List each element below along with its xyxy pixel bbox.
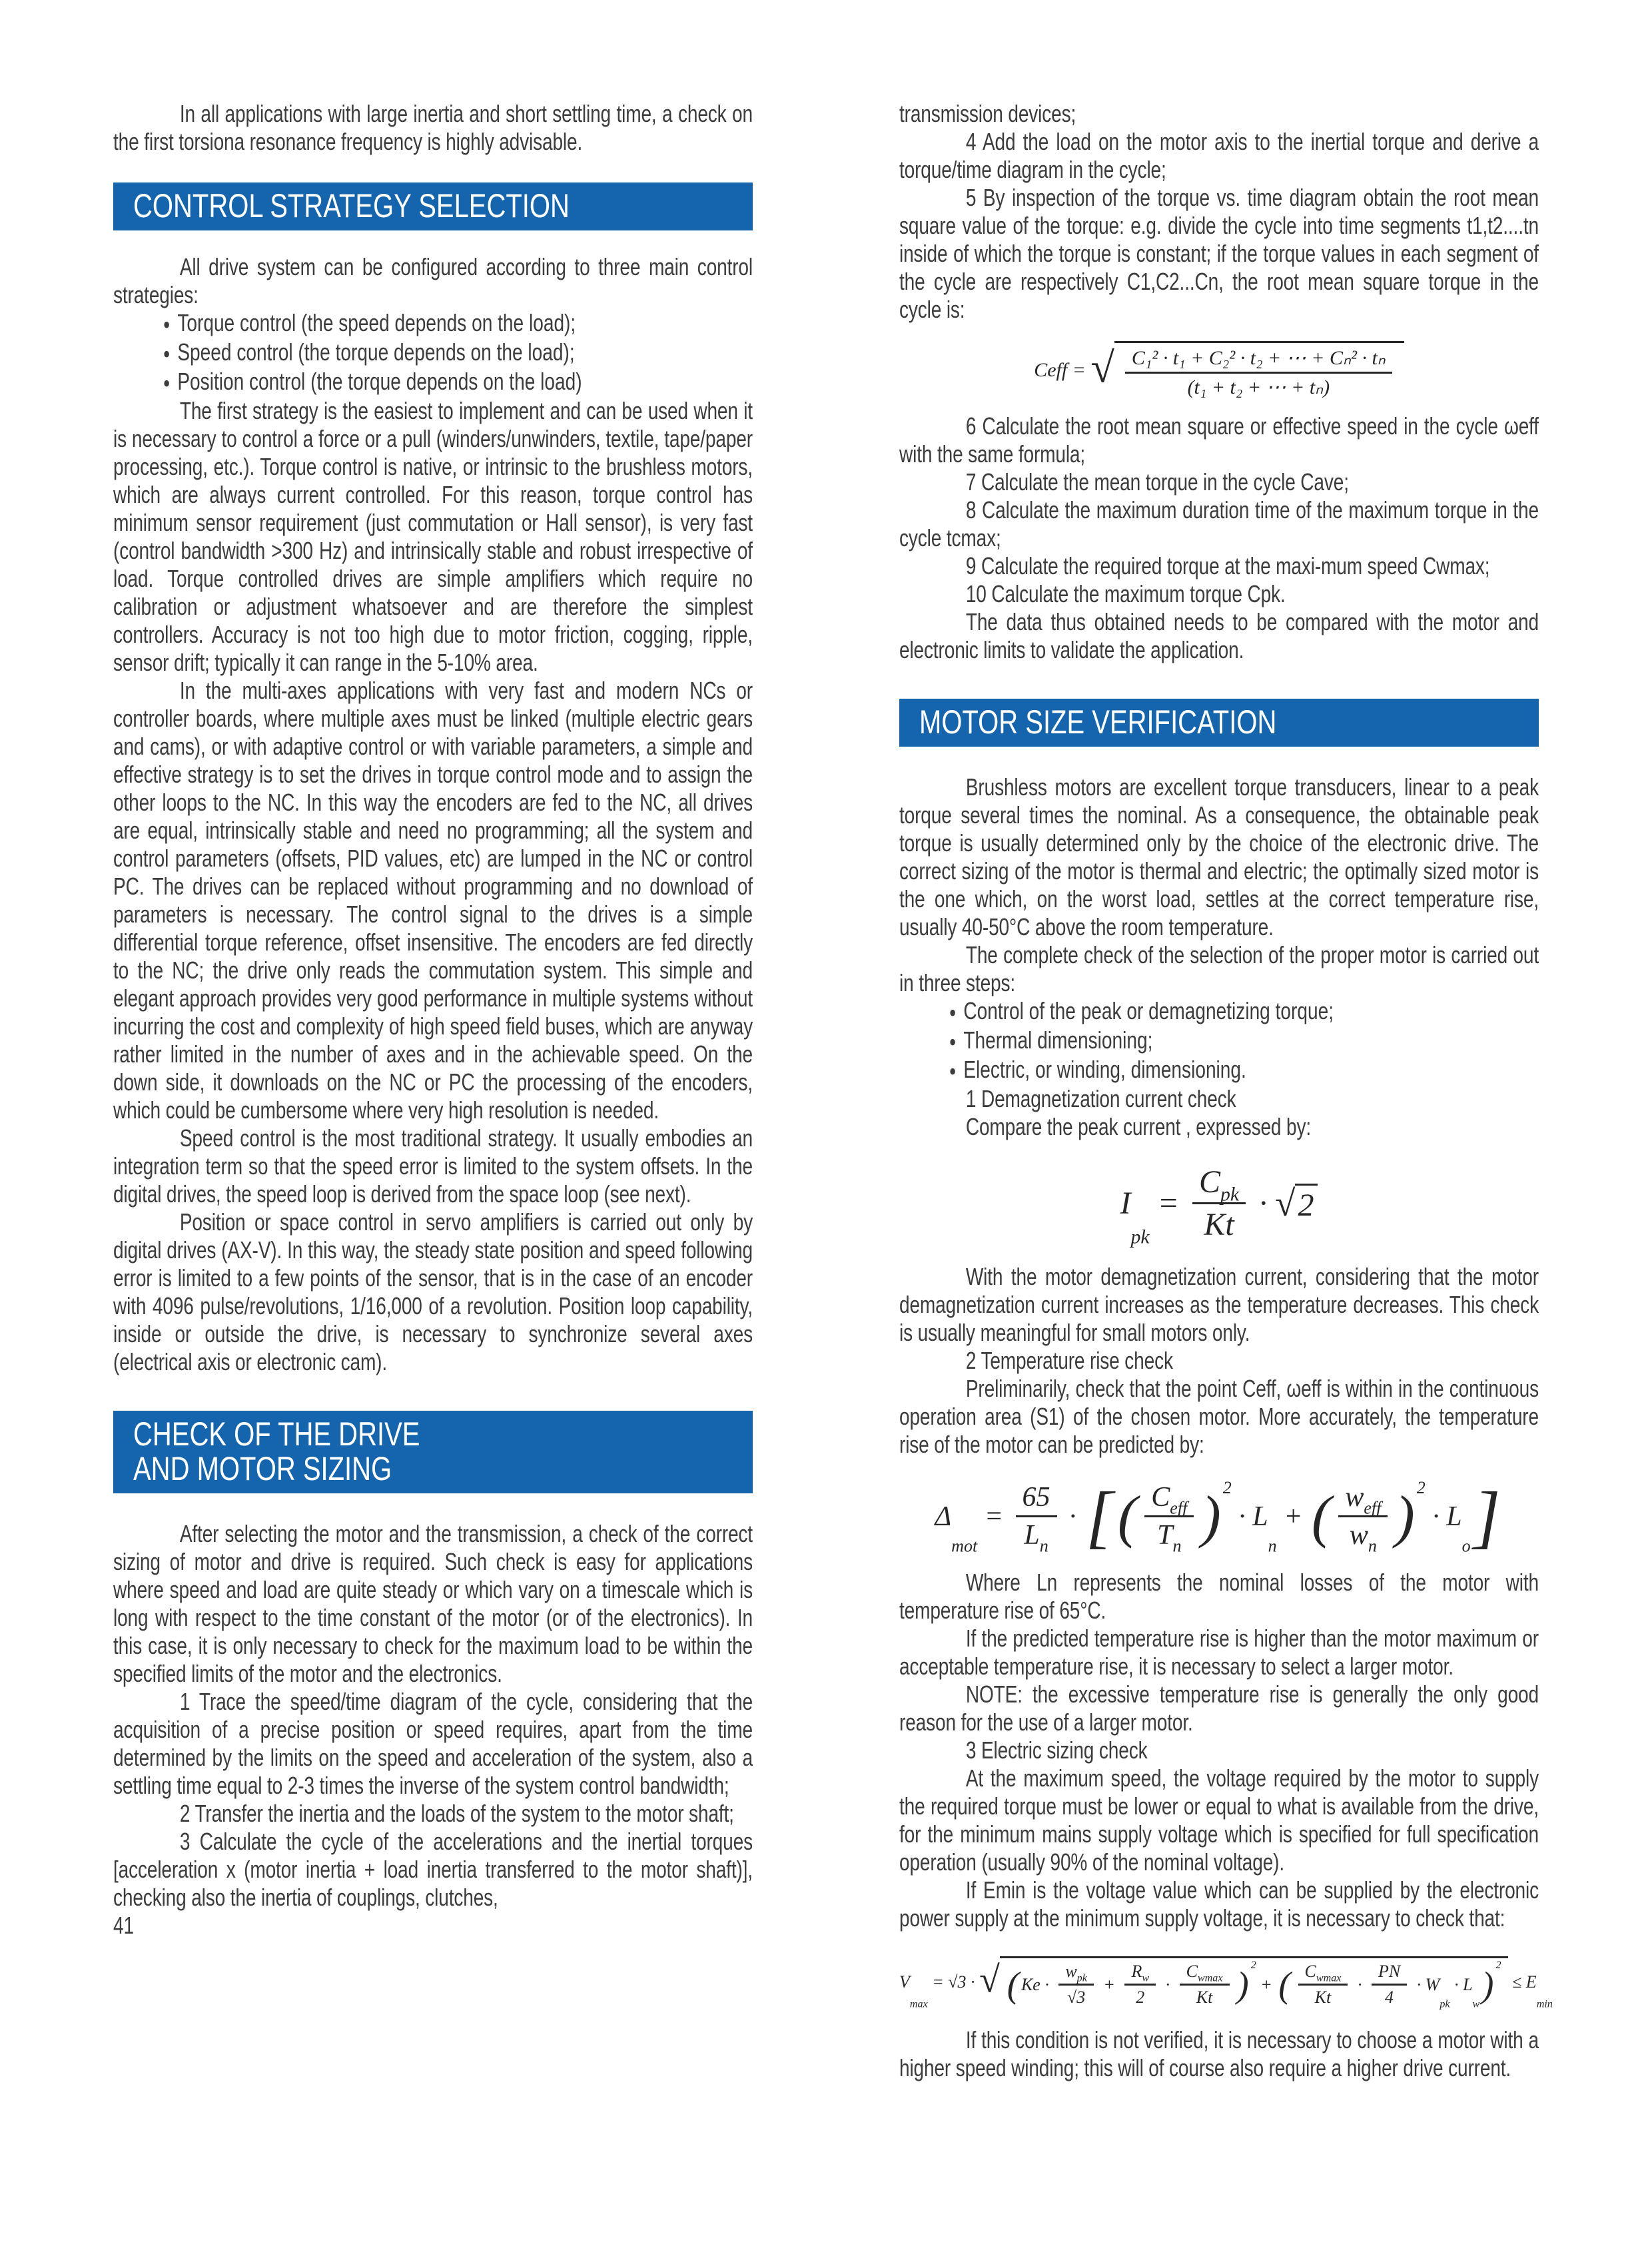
paragraph: All drive system can be configured according to three main control strategies:: [113, 253, 753, 308]
bullet-item: ● Thermal dimensioning;: [899, 1026, 1539, 1056]
intro-paragraph: In all applications with large inertia and short settling time, a check on the first torsiona resonance frequency is highly advisable.: [113, 100, 753, 155]
step-item: 9 Calculate the required torque at the maxi-mum speed Cwmax;: [965, 552, 1490, 579]
paragraph: transmission devices;: [899, 100, 1076, 127]
section-title-line1: CHECK OF THE DRIVE: [133, 1415, 420, 1453]
bullet-item: ● Position control (the torque depends on the load): [113, 368, 753, 397]
section-header-motor-size-verification: [899, 699, 1539, 747]
page-number: 41: [113, 1912, 134, 1940]
paragraph: Speed control is the most traditional strategy. It usually embodies an integration term so that the speed error is limited to the system offsets. In the digital drives, the speed loop is derived from the space loop (see next).: [113, 1124, 753, 1208]
paragraph: At the maximum speed, the voltage required by the motor to supply the required torque must be lower or equal to what is available from the drive, for the minimum mains supply voltage which is specified for full specification operation (usually 90% of the nominal voltage).: [899, 1764, 1539, 1876]
bullet-item: ● Electric, or winding, dimensioning.: [899, 1056, 1539, 1085]
step-item: 3 Calculate the cycle of the accelerations and the inertial torques [acceleration x (motor inertia + load inertia transferred to the motor shaft)], checking also the inertia of couplings, clutches,: [113, 1828, 753, 1912]
paragraph: Brushless motors are excellent torque transducers, linear to a peak torque several times the nominal. As a consequence, the obtainable peak torque is usually determined only by the choice of the electronic drive. The correct sizing of the motor is thermal and electric; the optimally sized motor is the one which, on the worst load, settles at the correct temperature rise, usually 40-50°C above the room temperature.: [899, 773, 1539, 940]
formula-dmot: Δ mot = 65 L $_n$ · [ ( C $_{eff}$ T $_n$ ) $^2$ · L n + ( w $_{eff}$ w $_n$ ) $^2$ · L o ]: [935, 1477, 1501, 1556]
step-item: 5 By inspection of the torque vs. time diagram obtain the root mean square value of the torque: e.g. divide the cycle into time segments t1,t2....tn inside of which the torque is constant; if the torque values in each segment of the cycle are respectively C1,C2...Cn, the root mean square torque in the cycle is:: [899, 184, 1539, 323]
step-item: 7 Calculate the mean torque in the cycle Cave;: [965, 468, 1349, 496]
paragraph: With the motor demagnetization current, considering that the motor demagnetization current increases as the temperature decreases. This check is usually meaningful for small motors only.: [899, 1263, 1539, 1347]
section-header-check-drive-motor-sizing: [113, 1411, 753, 1493]
paragraph: 3 Electric sizing check: [965, 1736, 1148, 1764]
paragraph: If Emin is the voltage value which can be supplied by the electronic power supply at the minimum supply voltage, it is necessary to check that:: [899, 1876, 1539, 1932]
paragraph: 1 Demagnetization current check: [965, 1085, 1236, 1113]
step-item: 1 Trace the speed/time diagram of the cycle, considering that the acquisition of a precise position or speed requires, apart from the time determined by the limits on the speed and acceleration of the system, also a settling time equal to 2-3 times the inverse of the system control bandwidth;: [113, 1688, 753, 1800]
paragraph: Compare the peak current , expressed by:: [965, 1113, 1312, 1141]
section-title: CONTROL STRATEGY SELECTION: [133, 187, 570, 224]
step-item: 6 Calculate the root mean square or effective speed in the cycle ωeff with the same formula;: [899, 412, 1539, 468]
paragraph: In the multi-axes applications with very fast and modern NCs or controller boards, where multiple axes must be linked (multiple electric gears and cams), or with adaptive control or with variable parameters, a simple and effective strategy is to set the drives in torque control mode and to assign the other loops to the NC. In this way the encoders are fed to the NC, all drives are equal, intrinsically stable and need no programming; all the system and control parameters (offsets, PID values, etc) are lumped in the NC or control PC. The drives can be replaced without programming and no download of parameters is necessary. The control signal to the drives is a simple differential torque reference, offset insensitive. The encoders are fed directly to the NC; the drive only reads the commutation system. This simple and elegant approach provides very good performance in multiple systems without incurring the cost and complexity of high speed field buses, which are anyway rather limited in the number of axes and in the achievable speed. On the down side, it downloads on the NC or PC the processing of the encoders, which could be cumbersome where very high resolution is needed.: [113, 677, 753, 1124]
left-column: [113, 100, 753, 2242]
paragraph: If this condition is not verified, it is necessary to choose a motor with a higher speed winding; this will of course also require a higher drive current.: [899, 2026, 1539, 2082]
bullet-item: ● Speed control (the torque depends on the load);: [113, 338, 753, 368]
formula-ipk-block: [899, 1141, 1539, 1263]
step-item: 10 Calculate the maximum torque Cpk.: [965, 580, 1286, 607]
formula-vmax: V max = √3 · √ ( Ke · w $_{pk}$ √3 + R $_w$ 2 · C $_{wmax}$ Kt ) $^2$ + ( C $_{wmax}$ Kt · $\frac{PN}{4}$ · W pk · L w ) $^2$ ≤ E min: [899, 1956, 1553, 2008]
section-header-control-strategy: [113, 183, 753, 230]
paragraph: NOTE: the excessive temperature rise is generally the only good reason for the use of a larger motor.: [899, 1681, 1539, 1736]
paragraph: After selecting the motor and the transmission, a check of the correct sizing of motor and drive is required. Such check is easy for applications where speed and load are quite steady or which vary on a timescale which is long with respect to the time constant of the motor (or of the electronics). In this case, it is only necessary to check for the maximum load to be within the specified limits of the motor and the electronics.: [113, 1520, 753, 1688]
bullet-item: ● Torque control (the speed depends on the load);: [113, 309, 753, 338]
formula-ceff-block: [899, 324, 1539, 412]
paragraph: The data thus obtained needs to be compared with the motor and electronic limits to validate the application.: [899, 608, 1539, 663]
paragraph: If the predicted temperature rise is higher than the motor maximum or acceptable temperature rise, it is necessary to select a larger motor.: [899, 1625, 1539, 1681]
step-item: 8 Calculate the maximum duration time of the maximum torque in the cycle tcmax;: [899, 496, 1539, 552]
formula-dmot-block: [899, 1459, 1539, 1569]
motor-check-bullet-list: [899, 997, 1539, 1085]
paragraph: The first strategy is the easiest to implement and can be used when it is necessary to control a force or a pull (winders/unwinders, textile, tape/paper processing, etc.). Torque control is native, or intrinsic to the brushless motors, which are always current controlled. For this reason, torque control has minimum sensor requirement (just commutation or Hall sensor), is very fast (control bandwidth >300 Hz) and intrinsically stable and robust irrespective of load. Torque controlled drives are simple amplifiers which require no calibration or adjustment whatsoever and are therefore the simplest controllers. Accuracy is not too high due to motor friction, cogging, ripple, sensor drift; typically it can range in the 5-10% area.: [113, 397, 753, 677]
paragraph: 2 Temperature rise check: [965, 1347, 1173, 1375]
formula-ipk: I pk = C $_{pk}$ Kt · √ 2: [1120, 1164, 1318, 1243]
formula-ceff: Ceff = √ $\frac{\text{C₁² · t₁ + C₂² · t₂ + ⋯ + Cₙ² · tₙ}}{\text{(t₁ + t₂ + ⋯ + tₙ)}}$: [1034, 341, 1404, 399]
control-strategy-bullet-list: [113, 309, 753, 397]
paragraph: Where Ln represents the nominal losses of the motor with temperature rise of 65°C.: [899, 1569, 1539, 1625]
paragraph: The complete check of the selection of the proper motor is carried out in three steps:: [899, 941, 1539, 996]
bullet-item: ● Control of the peak or demagnetizing torque;: [899, 997, 1539, 1026]
section-title: MOTOR SIZE VERIFICATION: [919, 703, 1277, 741]
formula-vmax-block: [899, 1932, 1553, 2026]
paragraph: Position or space control in servo amplifiers is carried out only by digital drives (AX-V). In this way, the steady state position and speed following error is limited to a few points of the sensor, that is in the case of an encoder with 4096 pulse/revolutions, 1/16,000 of a revolution. Position loop capability, inside or outside the drive, is necessary to synchronize several axes (electrical axis or electronic cam).: [113, 1208, 753, 1376]
step-item: 2 Transfer the inertia and the loads of the system to the motor shaft;: [179, 1800, 734, 1828]
right-column: [899, 100, 1553, 2242]
section-title-line2: AND MOTOR SIZING: [133, 1450, 392, 1488]
paragraph: Preliminarily, check that the point Ceff, ωeff is within in the continuous operation area (S1) of the chosen motor. More accurately, the temperature rise of the motor can be predicted by:: [899, 1375, 1539, 1459]
step-item: 4 Add the load on the motor axis to the inertial torque and derive a torque/time diagram in the cycle;: [899, 128, 1539, 183]
